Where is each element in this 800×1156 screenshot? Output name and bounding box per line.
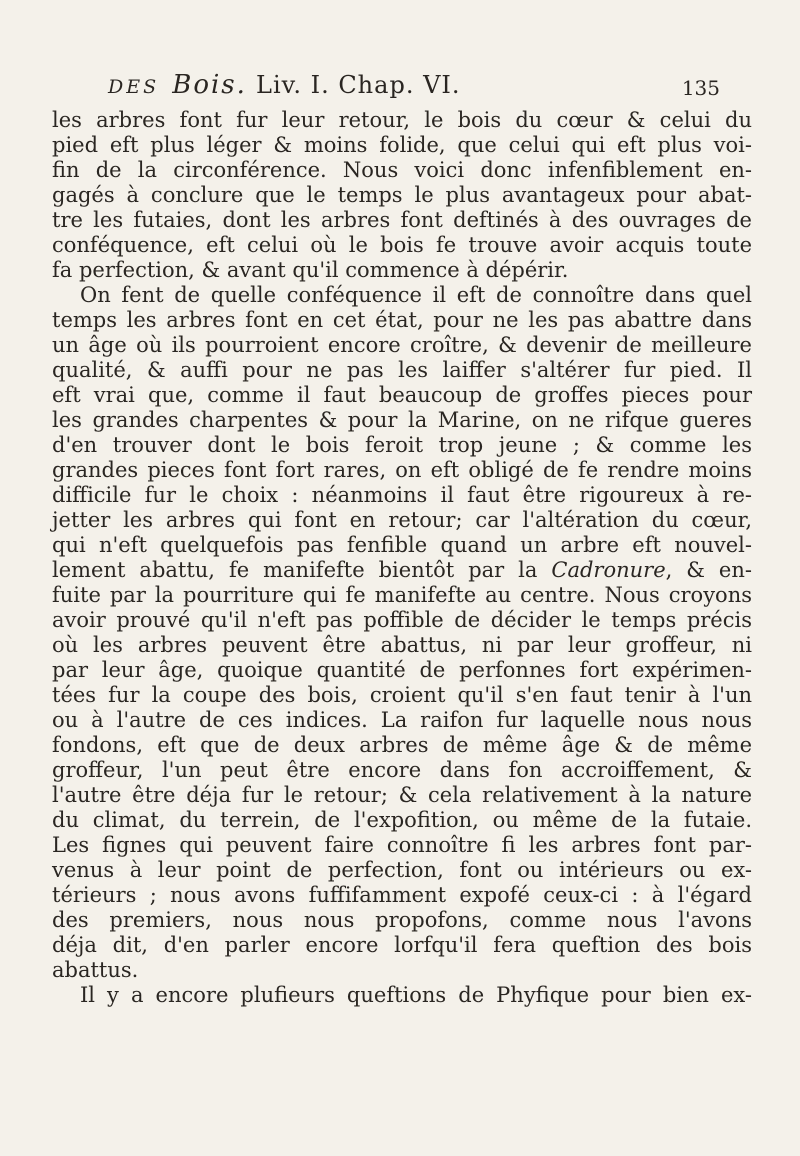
text-line: les arbres font fur leur retour, le bois du cœur & celui du: [52, 108, 752, 132]
text-line: On fent de quelle conféquence il eft de connoître dans quel: [80, 283, 752, 307]
page-number: 135: [681, 76, 720, 100]
text-line: où les arbres peuvent être abattus, ni par leur groffeur, ni: [52, 633, 752, 657]
text-line: Les fignes qui peuvent faire connoître fi les arbres font par-: [52, 833, 752, 857]
text-line: Il y a encore plufieurs queftions de Phyfique pour bien ex-: [80, 983, 752, 1007]
text-line: d'en trouver dont le bois feroit trop jeune ; & comme les: [52, 433, 752, 457]
text-line: des premiers, nous nous propofons, comme nous l'avons: [52, 908, 752, 932]
text-line: qualité, & auffi pour ne pas les laiffer s'altérer fur pied. Il: [52, 358, 752, 382]
running-head-bois: Bois.: [172, 70, 247, 100]
text-line: fondons, eft que de deux arbres de même âge & de même: [52, 733, 752, 757]
text-line: lement abattu, fe manifefte bientôt par la Cadronure, & en-: [52, 558, 752, 582]
text-line: par leur âge, quoique quantité de perfonnes fort expérimen-: [52, 658, 752, 682]
text-line: qui n'eft quelquefois pas fenfible quand un arbre eft nouvel-: [52, 533, 752, 557]
text-line: difficile fur le choix : néanmoins il faut être rigoureux à re-: [52, 483, 752, 507]
text-line: avoir prouvé qu'il n'eft pas poffible de décider le temps précis: [52, 608, 752, 632]
text-line: ou à l'autre de ces indices. La raifon fur laquelle nous nous: [52, 708, 752, 732]
text-line: temps les arbres font en cet état, pour ne les pas abattre dans: [52, 308, 752, 332]
text-line: térieurs ; nous avons fuffifamment expofé ceux-ci : à l'égard: [52, 883, 752, 907]
text-line: eft vrai que, comme il faut beaucoup de groffes pieces pour: [52, 383, 752, 407]
text-line: un âge où ils pourroient encore croître, & devenir de meilleure: [52, 333, 752, 357]
running-head-chapter: Liv. I. Chap. VI.: [256, 71, 461, 99]
text-line: jetter les arbres qui font en retour; car l'altération du cœur,: [52, 508, 752, 532]
text-line: grandes pieces font fort rares, on eft obligé de fe rendre moins: [52, 458, 752, 482]
text-line: fa perfection, & avant qu'il commence à dépérir.: [52, 258, 569, 282]
text-line: les grandes charpentes & pour la Marine, on ne rifque gueres: [52, 408, 752, 432]
body-text: [52, 108, 752, 1008]
text-line: du climat, du terrein, de l'expofition, ou même de la futaie.: [52, 808, 752, 832]
running-head-des: DES: [108, 76, 160, 98]
text-line: gagés à conclure que le temps le plus avantageux pour abat-: [52, 183, 752, 207]
text-line: groffeur, l'un peut être encore dans fon accroiffement, &: [52, 758, 752, 782]
text-line: venus à leur point de perfection, font ou intérieurs ou ex-: [52, 858, 752, 882]
text-line: fuite par la pourriture qui fe manifefte au centre. Nous croyons: [52, 583, 752, 607]
text-line: tre les futaies, dont les arbres font deftinés à des ouvrages de: [52, 208, 752, 232]
text-line: conféquence, eft celui où le bois fe trouve avoir acquis toute: [52, 233, 752, 257]
running-head: [108, 70, 720, 104]
text-line: tées fur la coupe des bois, croient qu'il s'en faut tenir à l'un: [52, 683, 752, 707]
text-line: fin de la circonférence. Nous voici donc infenfiblement en-: [52, 158, 752, 182]
text-line: déja dit, d'en parler encore lorfqu'il fera queftion des bois: [52, 933, 752, 957]
text-line: abattus.: [52, 958, 139, 982]
text-line: l'autre être déja fur le retour; & cela relativement à la nature: [52, 783, 752, 807]
text-line: pied eft plus léger & moins folide, que celui qui eft plus voi-: [52, 133, 752, 157]
